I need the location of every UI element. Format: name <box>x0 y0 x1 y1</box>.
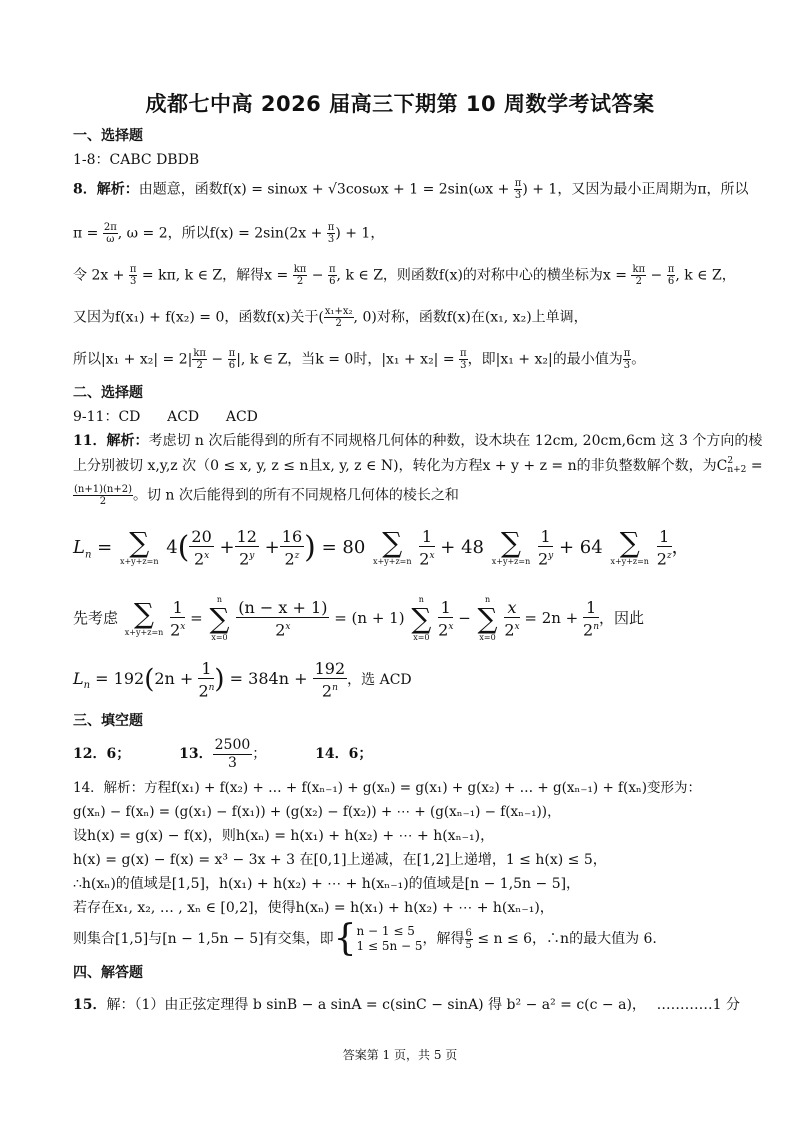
frac-pi-6c: $\frac{\pi}{6}$ <box>228 348 236 371</box>
q11-line-1: 11．解析：考虑切 n 次后能得到的所有不同规格几何体的种数，设木块在 12cm, 20cm,6cm 这 3 个方向的棱 <box>73 433 763 449</box>
frac-pi-6b: $\frac{\pi}{6}$ <box>667 264 675 287</box>
q14-line-1: 14．解析：方程f(x₁) + f(x₂) + … + f(xₙ₋₁) + g(xₙ) = g(x₁) + g(x₂) + … + g(xₙ₋₁) + f(xₙ)变形为： <box>73 780 702 796</box>
q15-score: …………1 分 <box>656 997 740 1013</box>
answers-1-8: 1-8：CABC DBDB <box>73 152 200 168</box>
q11-line-2: 上分别被切 x,y,z 次（0 ≤ x, y, z ≤ n且x, y, z ∈ N)，转化为方程x + y + z = n的非负整数解个数，为C 2 n+2 = <box>73 456 763 475</box>
q8-line-1: 8．解析：由题意，函数f(x) = sinωx + √3cosωx + 1 = 2sin(ωx + $\frac{\pi}{3}$ ) + 1，又因为最小正周期为π，所以 <box>73 178 749 201</box>
q14-line-2: g(xₙ) − f(xₙ) = (g(x₁) − f(x₁)) + (g(x₂) − f(x₂)) + ⋯ + (g(xₙ₋₁) − f(xₙ₋₁))， <box>73 804 561 820</box>
frac-pi-3d: $\frac{\pi}{3}$ <box>460 348 467 371</box>
q11-line-3: $\frac{(n+1)(n+2)}{2}$ 。切 n 次后能得到的所有不同规格几何体的棱长之和 <box>74 484 459 507</box>
frac-pi-3: $\frac{\pi}{3}$ <box>514 178 522 201</box>
page-title: 成都七中高 2026 届高三下期第 10 周数学考试答案 <box>145 92 655 116</box>
frac-pi-3e: $\frac{\pi}{3}$ <box>623 348 631 371</box>
sum-symbol: ∑ x+y+z=n <box>119 526 159 566</box>
frac-pi-3c: $\frac{\pi}{3}$ <box>129 264 137 287</box>
q11-label: 11．解析： <box>73 433 149 449</box>
section-heading-choice: 一、选择题 <box>73 128 143 144</box>
q14-line-7: 则集合[1,5]与[n − 1,5n − 5]有交集，即{ n − 1 ≤ 5 1 ≤ 5n − 5 ，解得 $\frac{6}{5}$ ≤ n ≤ 6，∴n的最大值为 6. <box>73 918 657 959</box>
q14-line-4: h(x) = g(x) − f(x) = x³ − 3x + 3 在[0,1]上递减，在[1,2]上递增，1 ≤ h(x) ≤ 5， <box>73 852 607 868</box>
fill-answers: 12．6； 13． $\frac{2500}{3}$ ； 14．6； <box>73 736 373 771</box>
formula-Ln-result: $L_n = 192(2n$ + $\frac{1}{2^n}$ ) = 384n + $\frac{192}{2^n}$ ，选 ACD <box>73 658 412 701</box>
frac-2500-3: $\frac{2500}{3}$ <box>214 736 251 771</box>
frac-pi-3b: $\frac{\pi}{3}$ <box>327 222 335 245</box>
frac-pi-6: $\frac{\pi}{6}$ <box>328 264 336 287</box>
formula-Ln-sum: $L_n$ = ∑ x+y+z=n 4( $\frac{20}{2^x}$ + $\frac{12}{2^y}$ + $\frac{16}{2^z}$ ) = 80 ∑ x+y+z=n $\frac{1}{2^x}$ + 48 ∑ x+y+z=n $\frac{1}{2^y}$ + 64 ∑ x+y+z=n $\frac{1}{2^z}$ ， <box>73 526 690 569</box>
frac-n1n2-2: $\frac{(n+1)(n+2)}{2}$ <box>74 484 132 507</box>
page-footer: 答案第 1 页，共 5 页 <box>342 1048 458 1062</box>
section-heading-fill: 三、填空题 <box>73 713 143 729</box>
q8-line-2: π = $\frac{2\pi}{\omega}$ , ω = 2，所以f(x) = 2sin(2x + $\frac{\pi}{3}$ ) + 1， <box>73 222 385 245</box>
q14-line-3: 设h(x) = g(x) − f(x)，则h(xₙ) = h(x₁) + h(x₂) + ⋯ + h(xₙ₋₁)， <box>73 828 495 844</box>
q14-line-6: 若存在x₁, x₂, … , xₙ ∈ [0,2]，使得h(xₙ) = h(x₁) + h(x₂) + ⋯ + h(xₙ₋₁)， <box>73 900 554 916</box>
q8-line-5: 所以|x₁ + x₂| = 2| $\frac{k\pi}{2}$ − $\frac{\pi}{6}$ |, k ∈ Z，当k = 0时，|x₁ + x₂| = $\frac{\pi}{3}$ ，即|x₁ + x₂|的最小值为 $\frac{\pi}{3}$ 。 <box>73 348 646 371</box>
q15-line-1: 15．解：（1）由正弦定理得 b sinB − a sinA = c(sinC − sinA) 得 b² − a² = c(c − a)， …………1 分 <box>73 994 740 1016</box>
frac-2pi-omega: $\frac{2\pi}{\omega}$ <box>103 222 117 245</box>
answers-9-11: 9-11：CD ACD ACD <box>73 409 258 425</box>
section-heading-solve: 四、解答题 <box>73 965 143 981</box>
section-heading-multi-choice: 二、选择题 <box>73 385 143 401</box>
frac-kpi-2c: $\frac{k\pi}{2}$ <box>193 348 206 371</box>
q8-line-3: 令 2x + $\frac{\pi}{3}$ = kπ, k ∈ Z，解得x = $\frac{k\pi}{2}$ − $\frac{\pi}{6}$ , k ∈ Z，则函数f(x)的对称中心的横坐标为x = $\frac{k\pi}{2}$ − $\frac{\pi}{6}$ , k ∈ Z， <box>73 264 736 287</box>
formula-first-consider: 先考虑 ∑ x+y+z=n $\frac{1}{2^x}$ = n ∑ x=0 $\frac{(n - x + 1)}{2^x}$ = (n + 1) n ∑ x=0 $\frac{1}{2^x}$ − n ∑ x=0 $\frac{x}{2^x}$ = 2n + $\frac{1}{2^n}$ ，因此 <box>73 595 645 642</box>
frac-x1x2-2: $\frac{\text{x₁+x₂}}{2}$ <box>324 306 353 329</box>
frac-kpi-2b: $\frac{k\pi}{2}$ <box>632 264 646 287</box>
q14-line-5: ∴h(xₙ)的值域是[1,5]，h(x₁) + h(x₂) + ⋯ + h(xₙ₋₁)的值域是[n − 1,5n − 5]， <box>73 876 581 892</box>
frac-kpi-2: $\frac{k\pi}{2}$ <box>293 264 307 287</box>
q8-line-4: 又因为f(x₁) + f(x₂) = 0，函数f(x)关于( $\frac{\text{x₁+x₂}}{2}$ , 0)对称，函数f(x)在(x₁, x₂)上单调， <box>73 306 588 329</box>
q8-label: 8．解析： <box>73 181 139 198</box>
